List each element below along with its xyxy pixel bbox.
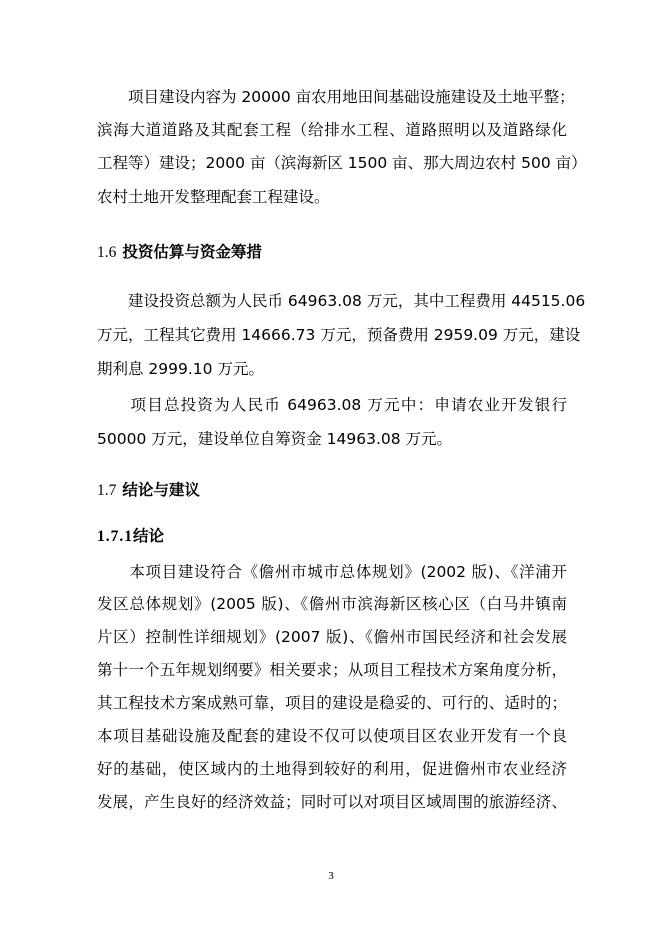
section-number: 1.7.1 (97, 528, 133, 545)
section-heading-1-6 (97, 241, 262, 264)
paragraph-line: 本项目基础设施及配套的建设不仅可以使项目区农业开发有一个良 (97, 727, 567, 745)
paragraph-line: 第十一个五年规划纲要》相关要求；从项目工程技术方案角度分析， (97, 661, 567, 679)
paragraph-line: 建设投资总额为人民币 64963.08 万元，其中工程费用 44515.06 (97, 292, 586, 310)
section-title: 结论 (133, 527, 165, 545)
section-title: 结论与建议 (122, 481, 200, 499)
paragraph-line: 发区总体规划》(2005 版)、《儋州市滨海新区核心区（白马井镇南 (97, 595, 567, 613)
paragraph-line: 其工程技术方案成熟可靠，项目的建设是稳妥的、可行的、适时的； (97, 694, 567, 712)
paragraph-line: 50000 万元，建设单位自筹资金 14963.08 万元。 (97, 430, 453, 448)
paragraph-line: 好的基础，使区域内的土地得到较好的利用，促进儋州市农业经济 (97, 760, 567, 778)
paragraph-line: 期利息 2999.10 万元。 (97, 360, 264, 378)
paragraph-line: 工程等）建设；2000 亩（滨海新区 1500 亩、那大周边农村 500 亩） (97, 154, 587, 172)
section-heading-1-7 (97, 479, 200, 502)
section-number: 1.7 (97, 482, 117, 499)
paragraph-line: 项目总投资为人民币 64963.08 万元中：申请农业开发银行 (97, 396, 567, 414)
section-heading-1-7-1 (97, 525, 164, 548)
page-number: 3 (328, 870, 334, 882)
section-title: 投资估算与资金筹措 (122, 243, 262, 261)
section-number: 1.6 (97, 244, 117, 261)
paragraph-line: 本项目建设符合《儋州市城市总体规划》(2002 版)、《洋浦开 (97, 563, 567, 581)
paragraph-line: 发展，产生良好的经济效益；同时可以对项目区域周围的旅游经济、 (97, 793, 567, 811)
paragraph-line: 农村土地开发整理配套工程建设。 (97, 188, 330, 206)
paragraph-line: 滨海大道道路及其配套工程（给排水工程、道路照明以及道路绿化 (97, 121, 567, 139)
paragraph-line: 项目建设内容为 20000 亩农用地田间基础设施建设及土地平整； (97, 88, 575, 106)
paragraph-line: 万元，工程其它费用 14666.73 万元，预备费用 2959.09 万元，建设 (97, 326, 581, 344)
paragraph-line: 片区）控制性详细规划》(2007 版)、《儋州市国民经济和社会发展 (97, 628, 567, 646)
